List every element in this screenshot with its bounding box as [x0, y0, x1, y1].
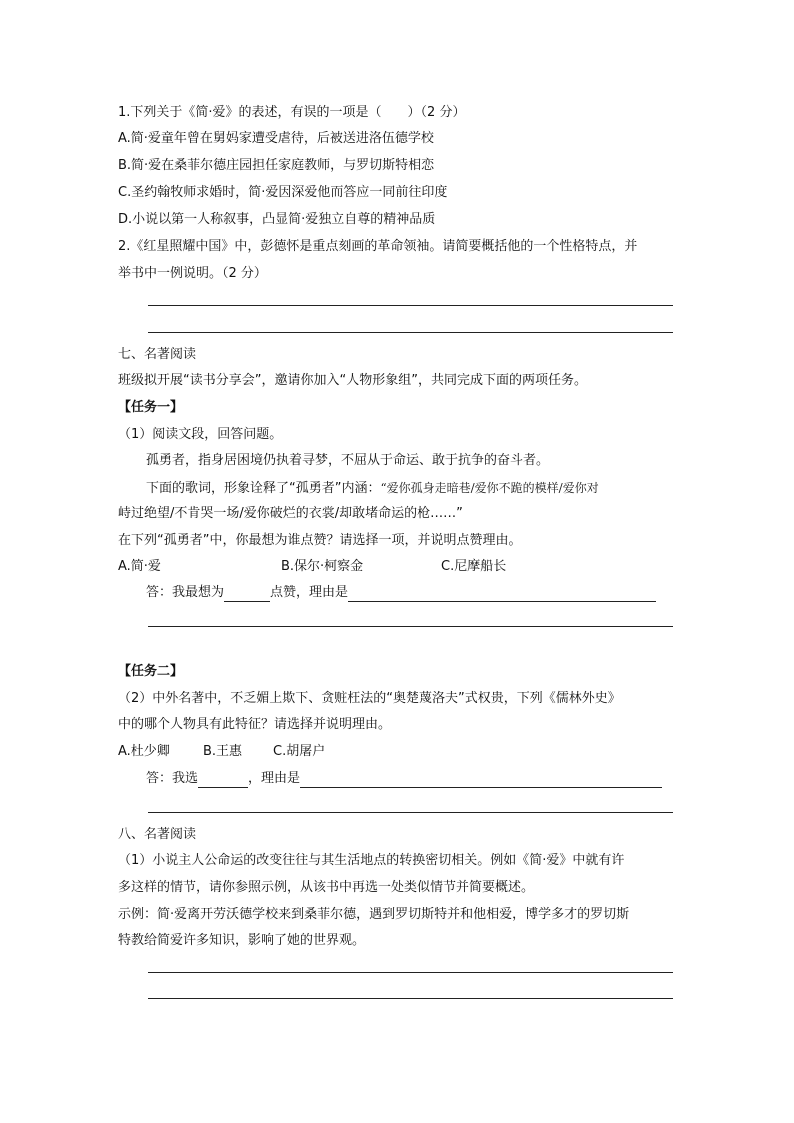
task2-answer-mid: ，理由是	[248, 771, 301, 786]
task1-answer-prefix: 答：我最想为	[146, 585, 225, 600]
q2-answer-line-2[interactable]	[148, 332, 673, 333]
task2-answer-prefix: 答：我选	[146, 771, 199, 786]
section-8-heading: 八、名著阅读	[118, 827, 197, 842]
task1-title: 【任务一】	[118, 400, 184, 415]
task1-reason-blank[interactable]	[348, 587, 656, 602]
task1-ask: 在下列“孤勇者”中，你最想为谁点赞？请选择一项，并说明点赞理由。	[118, 533, 522, 548]
task2-question-line1: （2）中外名著中，不乏媚上欺下、贪赃枉法的“奥楚蔑洛夫”式权贵，下列《儒林外史》	[118, 691, 621, 706]
task1-option-a: A.简·爱	[118, 559, 161, 574]
task1-option-b: B.保尔·柯察金	[281, 559, 364, 574]
s8-question-line1: （1）小说主人公命运的改变往往与其生活地点的转换密切相关。例如《简·爱》中就有许	[118, 853, 625, 868]
q1-option-d: D.小说以第一人称叙事，凸显简·爱独立自尊的精神品质	[118, 212, 436, 227]
task1-answer-row	[146, 584, 656, 602]
q1-option-b: B.简·爱在桑菲尔德庄园担任家庭教师，与罗切斯特相恋	[118, 158, 435, 173]
task2-answer-row	[146, 770, 662, 788]
task1-passage-2-prefix: 下面的歌词，形象诠释了“孤勇者”内涵：	[146, 481, 381, 496]
s8-example-line1: 示例：简·爱离开劳沃德学校来到桑菲尔德，遇到罗切斯特并和他相爱，博学多才的罗切斯	[118, 907, 630, 922]
task2-answer-line-2[interactable]	[148, 812, 673, 813]
task1-name-blank[interactable]	[224, 587, 270, 602]
task2-title: 【任务二】	[118, 664, 184, 679]
task1-options	[118, 558, 506, 576]
task2-reason-blank[interactable]	[300, 773, 662, 788]
s8-answer-line-2[interactable]	[148, 998, 673, 999]
q2-answer-line-1[interactable]	[148, 305, 673, 306]
section-7-heading: 七、名著阅读	[118, 347, 197, 362]
task2-option-b: B.王惠	[203, 744, 243, 759]
task1-option-c: C.尼摩船长	[441, 559, 507, 574]
section-7-intro: 班级拟开展“读书分享会”，邀请你加入“人物形象组”，共同完成下面的两项任务。	[118, 373, 587, 388]
s8-question-line2: 多这样的情节，请你参照示例，从该书中再选一处类似情节并简要概述。	[118, 880, 535, 895]
task1-question: （1）阅读文段，回答问题。	[118, 427, 283, 442]
task2-option-a: A.杜少卿	[118, 744, 170, 759]
task2-question-line2: 中的哪个人物具有此特征？请选择并说明理由。	[118, 717, 392, 732]
q2-stem-line1: 2.《红星照耀中国》中，彭德怀是重点刻画的革命领袖。请简要概括他的一个性格特点，并	[118, 239, 638, 254]
q2-stem-line2: 举书中一例说明。（2 分）	[118, 266, 267, 281]
q1-option-a: A.简·爱童年曾在舅妈家遭受虐待，后被送进洛伍德学校	[118, 131, 434, 146]
q1-option-c: C.圣约翰牧师求婚时，简·爱因深爱他而答应一同前往印度	[118, 185, 448, 200]
task1-passage-1: 孤勇者，指身居困境仍执着寻梦，不屈从于命运、敢于抗争的奋斗者。	[146, 453, 550, 468]
task1-answer-mid: 点赞，理由是	[270, 585, 349, 600]
task1-answer-line-2[interactable]	[148, 626, 673, 627]
s8-example-line2: 特教给简爱许多知识，影响了她的世界观。	[118, 933, 366, 948]
task1-passage-3: 峙过绝望/不肯哭一场/爱你破烂的衣裳/却敢堵命运的枪……”	[118, 506, 463, 521]
task2-option-c: C.胡屠户	[273, 744, 326, 759]
task1-passage-2	[146, 479, 599, 498]
s8-answer-line-1[interactable]	[148, 972, 673, 973]
q1-stem: 1.下列关于《简·爱》的表述，有误的一项是（ ）（2 分）	[118, 105, 466, 120]
task2-choice-blank[interactable]	[198, 773, 248, 788]
task2-options	[118, 743, 325, 761]
task1-lyric-start: “爱你孤身走暗巷/爱你不跪的模样/爱你对	[380, 481, 599, 495]
